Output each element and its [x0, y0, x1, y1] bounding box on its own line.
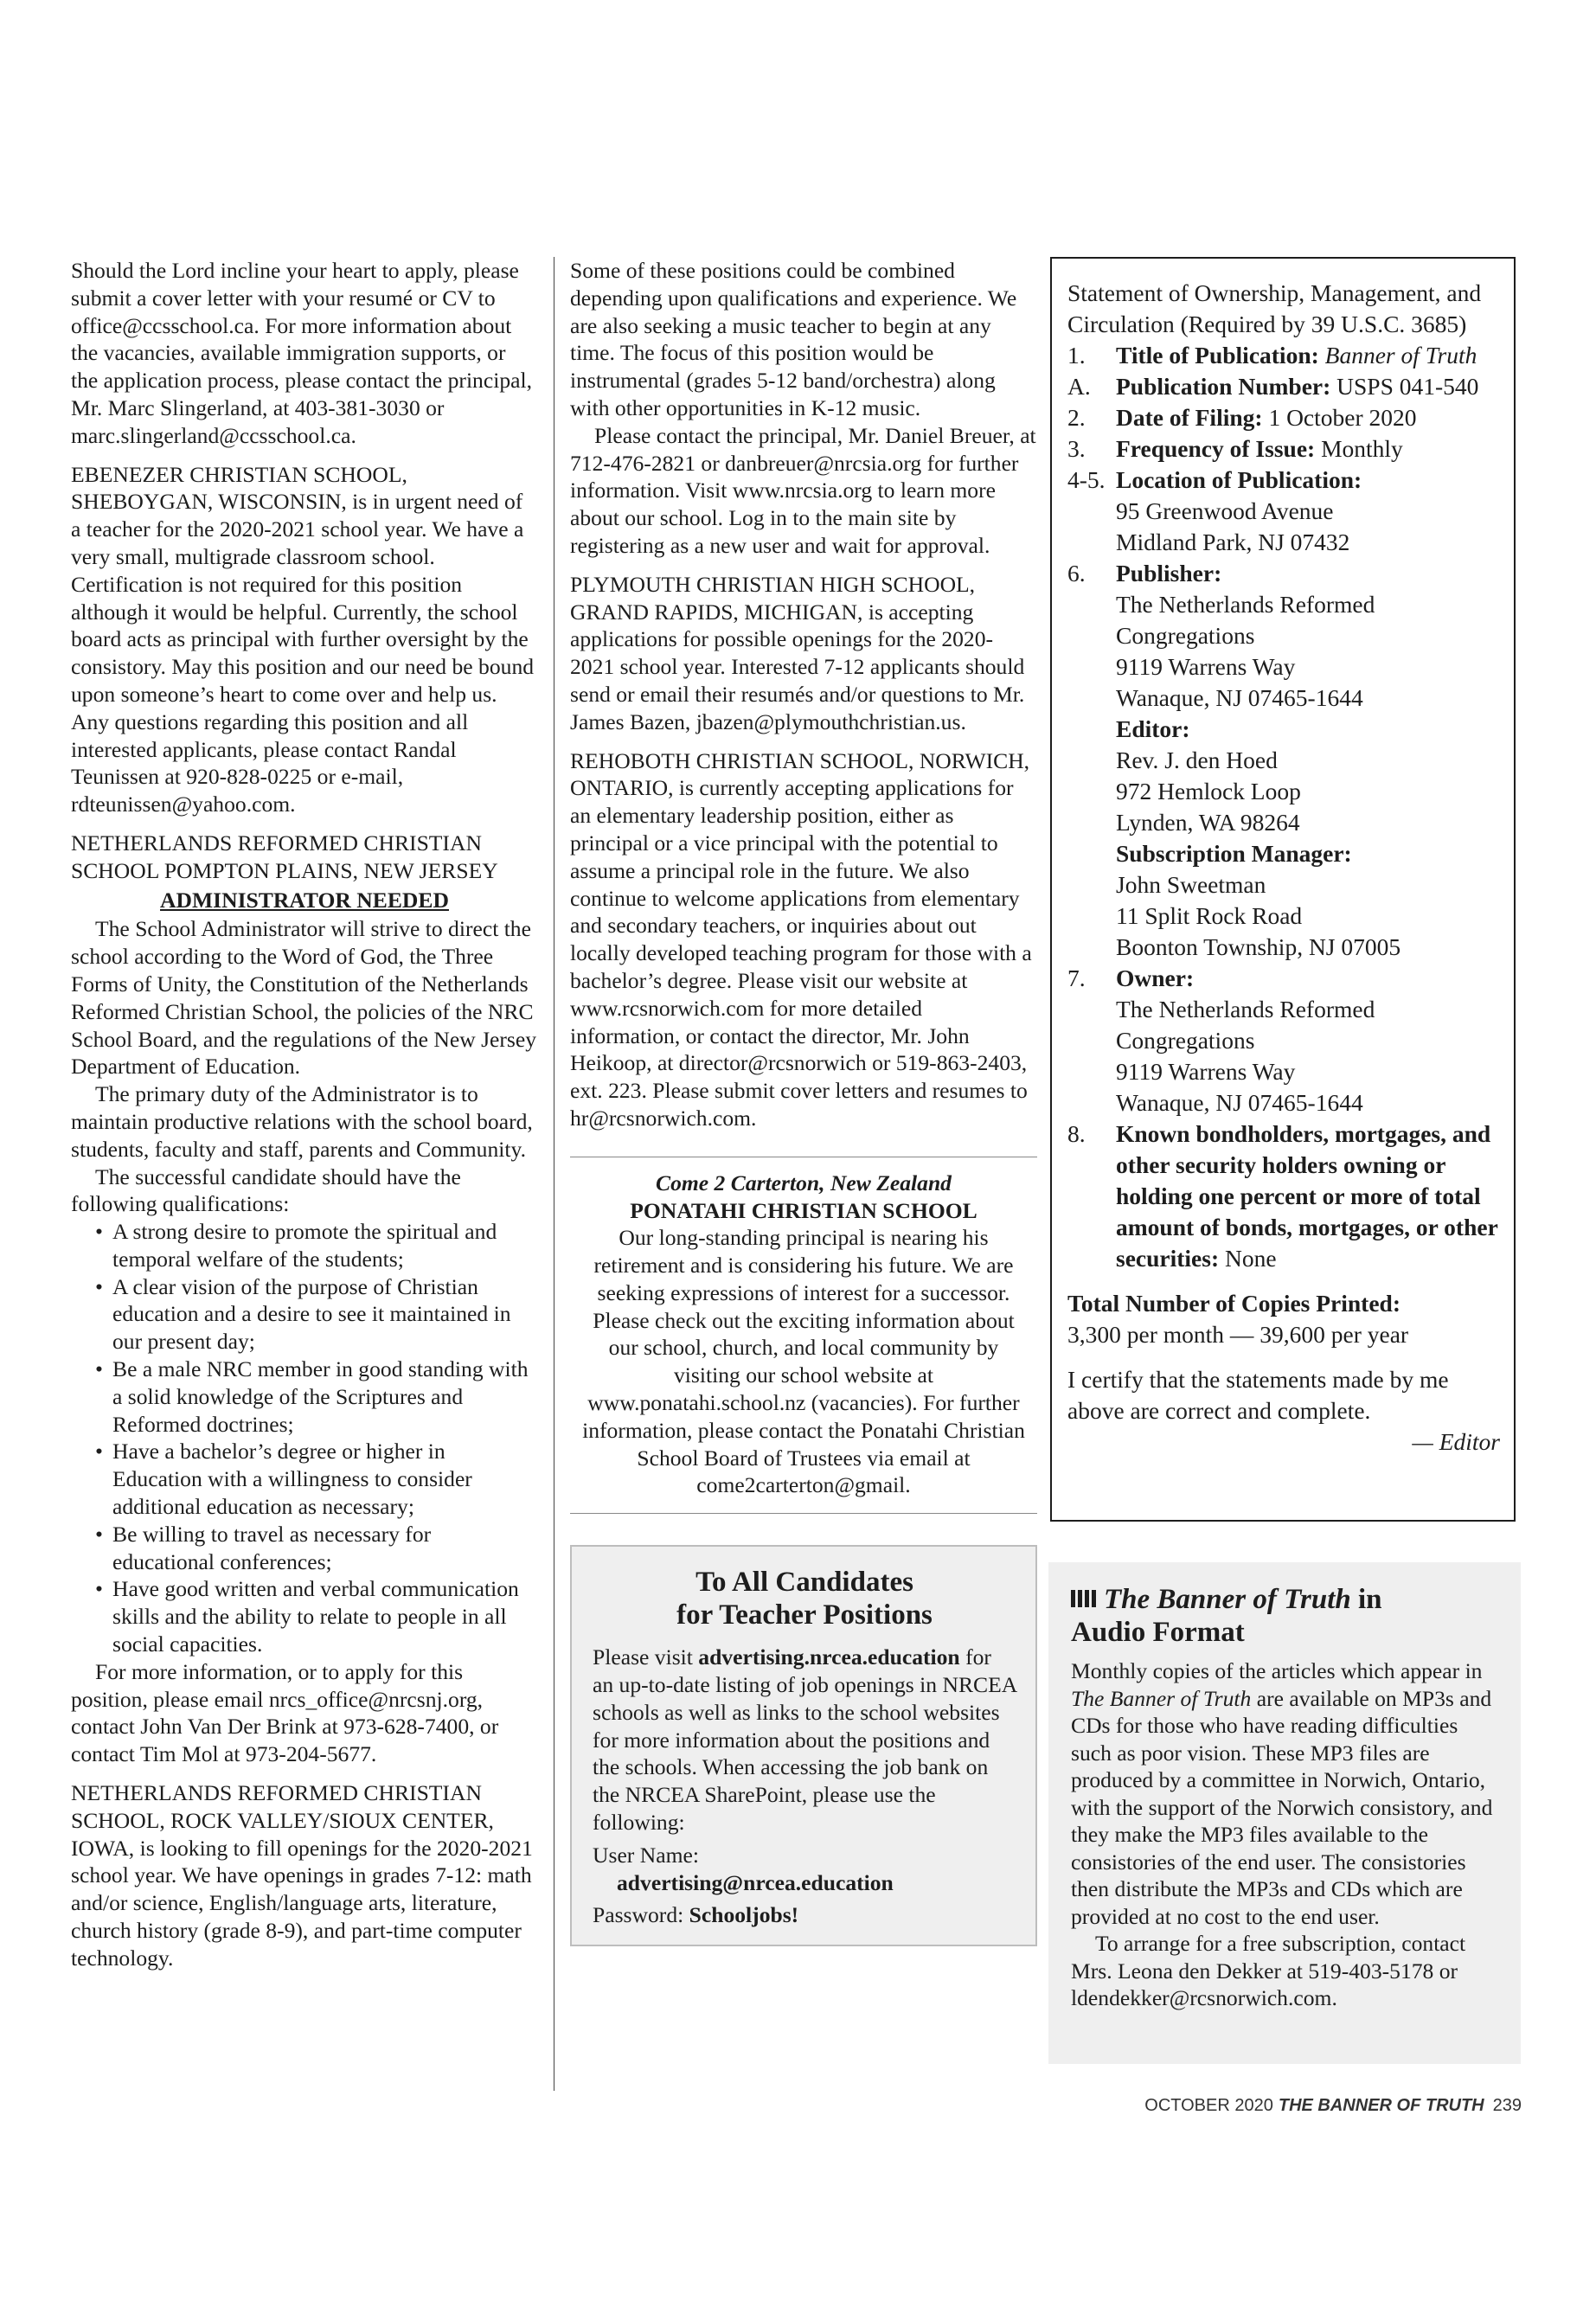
footer-date: OCTOBER 2020: [1144, 2096, 1273, 2115]
password-value: Schooljobs!: [689, 1902, 799, 1928]
statement-row: 2. Date of Filing: 1 October 2020: [1067, 404, 1417, 431]
statement-intro: Statement of Ownership, Management, and Circulation (Required by 39 U.S.C. 3685): [1067, 279, 1482, 337]
norwich-paragraph: Please contact the principal, Mr. Daniel Breuer, at 712-476-2821 or danbreuer@nrcsia.org for further information. Visit www.nrcsia.org to learn more about our school. Log in to the main site by registering as a new user and wait for approval.: [570, 422, 1036, 558]
total-copies: Total Number of Copies Printed: 3,300 per month — 39,600 per year: [1067, 1290, 1409, 1348]
candidates-intro: Please visit advertising.nrcea.education for an up-to-date listing of job openings in NRCEA schools as well as links to the school websites for more information about the positions and the schools. When accessing the job bank on the NRCEA SharePoint, please use the following:: [593, 1644, 1016, 1836]
page-number: 239: [1492, 2096, 1522, 2115]
statement-bondholders: 8. Known bondholders, mortgages, and other security holders owning or holding one percent or more of total amount of bonds, mortgages, or other securities: None: [1067, 1120, 1498, 1272]
nrcs-paragraph: The School Administrator will strive to direct the school according to the Word of God, the Three Forms of Unity, the Constitution of the Netherlands Reformed Christian School, the policies of the NRC School Board, and the regulations of the New Jersey Department of Education.: [71, 916, 537, 1080]
candidates-title: To All Candidates for Teacher Positions: [676, 1567, 933, 1631]
nrcs-administrator-ad: [71, 830, 538, 1768]
statement-of-ownership: [1050, 257, 1516, 1522]
statement-row: A. Publication Number: USPS 041-540: [1067, 373, 1479, 400]
list-item: • A strong desire to promote the spiritual and temporal welfare of the students;: [95, 1218, 538, 1273]
candidates-box: [570, 1545, 1037, 1946]
rock-valley-ad: NETHERLANDS REFORMED CHRISTIAN SCHOOL, ROCK VALLEY/SIOUX CENTER, IOWA, is looking to fill openings for the 2020-2021 school year. We have openings in grades 7-12: math and/or science, English/language arts, literature, church history (grade 8-9), and part-time computer technology.: [71, 1780, 533, 1971]
ccs-ad-tail: Should the Lord incline your heart to apply, please submit a cover letter with your resumé or CV to office@ccsschool.ca. For more information about the vacancies, available immigration supports, or the application process, please contact the principal, Mr. Marc Slingerland, at 403-381-3030 or marc.slingerland@ccsschool.ca.: [71, 258, 532, 448]
user-name-label: User Name:: [593, 1842, 699, 1868]
editor-signature: — Editor: [1412, 1428, 1500, 1455]
norwich-paragraph: Some of these positions could be combined depending upon qualifications and experience. We are also seeking a music teacher to begin at any time. The focus of this position would be instrumental (grades 5-12 band/orchestra) along with other opportunities in K-12 music.: [570, 258, 1017, 420]
audio-title: The Banner of Truth in Audio Format: [1071, 1584, 1382, 1648]
ponatahi-school-name: PONATAHI CHRISTIAN SCHOOL: [630, 1197, 977, 1223]
user-name-value: advertising@nrcea.education: [617, 1869, 894, 1895]
list-item: • Be willing to travel as necessary for educational conferences;: [95, 1521, 538, 1576]
editor-label: Editor:: [1116, 715, 1190, 742]
list-item: • A clear vision of the purpose of Christian education and a desire to see it maintained in our present day;: [95, 1273, 538, 1356]
ponatahi-body: Our long-standing principal is nearing his retirement and is considering his future. We are seeking expressions of interest for a successor. Please check out the exciting information about our school, church, and local community by visiting our school website at www.ponatahi.school.nz (vacancies). For further information, please contact the Ponatahi Christian School Board of Trustees via email at come2carterton@gmail.: [582, 1225, 1025, 1498]
ponatahi-tagline: Come 2 Carterton, New Zealand: [656, 1170, 952, 1195]
audio-paragraph: To arrange for a free subscription, contact Mrs. Leona den Dekker at 519-403-5178 or ldendekker@rcsnorwich.com.: [1071, 1931, 1466, 2010]
list-item: • Be a male NRC member in good standing with a solid knowledge of the Scriptures and Reformed doctrines;: [95, 1356, 538, 1438]
column-2: [570, 257, 1037, 1946]
candidates-site: advertising.nrcea.education: [698, 1644, 960, 1670]
audio-format-box: [1048, 1562, 1521, 2064]
audio-paragraph: Monthly copies of the articles which appear in The Banner of Truth are available on MP3s and CDs for those who have reading difficulties such as poor vision. These MP3 files are produced by a committee in Norwich, Ontario, with the support of the Norwich consistory, and they make the MP3 files available to the consistories of the end user. The consistories then distribute the MP3s and CDs which are provided at no cost to the end user.: [1071, 1658, 1493, 1929]
subscription-manager-label: Subscription Manager:: [1116, 840, 1352, 867]
nrcs-paragraph: The successful candidate should have the following qualifications:: [71, 1163, 461, 1217]
list-item: • Have a bachelor’s degree or higher in Education with a willingness to consider additional education as necessary;: [95, 1438, 538, 1520]
statement-location: 4-5. Location of Publication: 95 Greenwood Avenue Midland Park, NJ 07432: [1067, 466, 1362, 555]
statement-row: 3. Frequency of Issue: Monthly: [1067, 435, 1403, 462]
footer-publication: THE BANNER OF TRUTH: [1278, 2096, 1484, 2115]
list-item: • Have good written and verbal communication skills and the ability to relate to people in all social capacities.: [95, 1575, 538, 1657]
column-1: [71, 257, 538, 1972]
statement-row: 1. Title of Publication: Banner of Truth: [1067, 342, 1477, 369]
rehoboth-ad: REHOBOTH CHRISTIAN SCHOOL, NORWICH, ONTARIO, is currently accepting applications for an elementary leadership position, either as principal or a vice principal with the potential to assume a principal role in the future. We also continue to welcome applications from elementary and secondary teachers, or inquiries about out locally developed teaching program for those with a bachelor’s degree. Please visit our website at www.rcsnorwich.com for more detailed information, or contact the director, Mr. John Heikoop, at director@rcsnorwich or 519-863-2403, ext. 223. Please submit cover letters and resumes to hr@rcsnorwich.com.: [570, 747, 1032, 1131]
ponatahi-ad: [570, 1157, 1037, 1515]
ebenezer-ad: EBENEZER CHRISTIAN SCHOOL, SHEBOYGAN, WISCONSIN, is in urgent need of a teacher for the 2020-2021 school year. We have a very small, multigrade classroom school. Certification is not required for this position although it would be helpful. Currently, the school board acts as principal with further oversight by the consistory. May this position and our need be bound upon someone’s heart to come over and help us. Any questions regarding this position and all interested applicants, please contact Randal Teunissen at 920-828-0225 or e-mail, rdteunissen@yahoo.com.: [71, 461, 535, 817]
nrcs-heading: NETHERLANDS REFORMED CHRISTIAN SCHOOL POMPTON PLAINS, NEW JERSEY: [71, 830, 498, 883]
nrcs-paragraph: The primary duty of the Administrator is to maintain productive relations with the school board, students, faculty and staff, parents and Community.: [71, 1081, 533, 1162]
plymouth-ad: PLYMOUTH CHRISTIAN HIGH SCHOOL, GRAND RAPIDS, MICHIGAN, is accepting applications for possible openings for the 2020-2021 school year. Interested 7-12 applicants should send or email their resumés and/or questions to Mr. James Bazen, jbazen@plymouthchristian.us.: [570, 571, 1025, 734]
nrcs-subheading: ADMINISTRATOR NEEDED: [160, 887, 449, 913]
certification: I certify that the statements made by me above are correct and complete.: [1067, 1366, 1449, 1424]
password-line: Password: Schooljobs!: [593, 1902, 799, 1928]
statement-publisher: 6. Publisher: The Netherlands Reformed Congregations 9119 Warrens Way Wanaque, NJ 07465-1644 Editor: Rev. J. den Hoed 972 Hemlock Loop Lynden, WA 98264 Subscription Manager: John Sweetman 11 Split Rock Road Boonton Township, NJ 07005: [1067, 558, 1500, 963]
page-footer: [1144, 2096, 1522, 2116]
nrcs-paragraph: For more information, or to apply for this position, please email nrcs_office@nrcsnj.org, contact John Van Der Brink at 973-628-7400, or contact Tim Mol at 973-204-5677.: [71, 1658, 499, 1767]
qualifications-list: [95, 1218, 538, 1658]
audio-bars-icon: [1071, 1588, 1097, 1609]
statement-owner: 7. Owner: The Netherlands Reformed Congregations 9119 Warrens Way Wanaque, NJ 07465-1644: [1067, 965, 1375, 1116]
